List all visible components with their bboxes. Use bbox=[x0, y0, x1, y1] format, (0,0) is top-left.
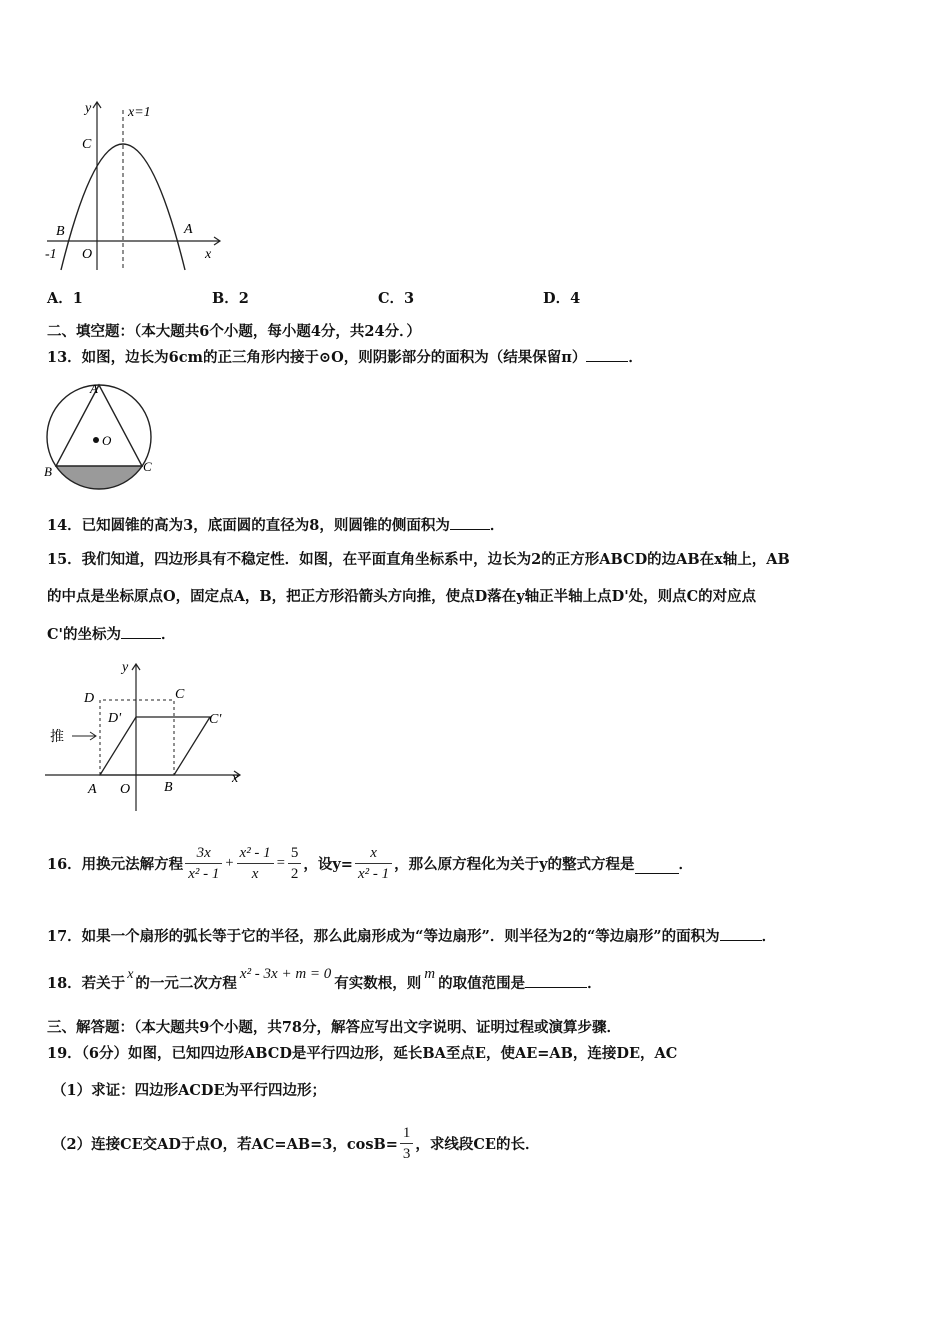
label-o: O bbox=[120, 782, 131, 797]
option-b: B．2 bbox=[212, 290, 249, 307]
q18-blank bbox=[525, 973, 587, 988]
label-d-prime: D' bbox=[108, 711, 122, 726]
question-19-part2 bbox=[52, 1123, 539, 1164]
label-c: C bbox=[82, 137, 92, 152]
q17-blank bbox=[720, 926, 762, 941]
label-o: O bbox=[102, 433, 112, 448]
q16-mid: ，设y= bbox=[303, 856, 353, 873]
label-y: y bbox=[85, 101, 92, 116]
label-push: 推 bbox=[50, 730, 64, 745]
parabola-figure bbox=[42, 98, 227, 273]
q13-text: 13．如图，边长为6cm的正三角形内接于⊙O，则阴影部分的面积为（结果保留π） bbox=[47, 349, 587, 366]
label-c: C bbox=[175, 687, 185, 702]
label-axis: x=1 bbox=[128, 105, 151, 120]
q16-end: ． bbox=[678, 856, 694, 873]
q15-end: ． bbox=[160, 626, 176, 643]
q18-end: ． bbox=[587, 975, 602, 992]
label-a: A bbox=[184, 222, 193, 237]
question-13 bbox=[47, 346, 643, 367]
q17-end: ． bbox=[761, 928, 777, 945]
question-19-part1: （1）求证：四边形ACDE为平行四边形； bbox=[52, 1082, 327, 1099]
q14-blank bbox=[450, 515, 490, 530]
q13-end: ． bbox=[628, 349, 643, 366]
fraction-3: $\frac{5}{2}$ bbox=[288, 843, 302, 884]
center-point bbox=[93, 437, 99, 443]
q16-suffix: ，那么原方程化为关于y的整式方程是 bbox=[394, 856, 635, 873]
section2-title: 二、填空题：（本大题共6个小题，每小题4分，共24分．） bbox=[47, 323, 421, 340]
label-d: D bbox=[84, 691, 95, 706]
circle-triangle-figure bbox=[42, 378, 162, 498]
q19-part2-prefix: （2）连接CE交AD于点O，若AC=AB=3，cosB= bbox=[52, 1136, 398, 1153]
label-x: x bbox=[205, 247, 212, 262]
option-c: C．3 bbox=[378, 290, 415, 307]
q18-mid2: 有实数根，则 bbox=[334, 975, 422, 992]
triangle-abc bbox=[56, 385, 142, 466]
fraction-4: $\frac{x}{\text{x² - 1}}$ bbox=[355, 843, 392, 884]
q18-mid1: 的一元二次方程 bbox=[135, 975, 237, 992]
q14-end: ． bbox=[489, 517, 505, 534]
label-b: B bbox=[44, 464, 52, 479]
q16-blank bbox=[635, 859, 679, 874]
question-16: 16．用换元法解方程 $\frac{3x}{\text{x² - 1}}$ + $\frac{\text{x² - 1}}{x}$ = $\frac{5}{2}$ ，设y= $\frac{x}{\text{x² - 1}}$ ，那么原方程化为关于y的整式方程是 ． bbox=[47, 845, 694, 882]
q15-text: C'的坐标为 bbox=[47, 626, 121, 643]
section3-title: 三、解答题：（本大题共9个小题，共78分，解答应写出文字说明、证明过程或演算步骤． bbox=[47, 1019, 622, 1036]
q19-part2-suffix: ，求线段CE的长． bbox=[415, 1136, 540, 1153]
option-a: A．1 bbox=[47, 290, 83, 307]
label-c: C bbox=[143, 459, 152, 474]
question-18 bbox=[47, 962, 602, 992]
q16-prefix: 16．用换元法解方程 bbox=[47, 856, 184, 873]
label-a: A bbox=[88, 782, 97, 797]
equation: x² - 3x + m = 0 bbox=[239, 966, 332, 982]
var-x: x bbox=[127, 967, 134, 982]
label-a: A bbox=[90, 381, 98, 396]
q18-prefix: 18．若关于 bbox=[47, 975, 126, 992]
label-o: O bbox=[82, 247, 93, 262]
label-b: B bbox=[56, 224, 65, 239]
fraction-1: $\frac{3x}{\text{x² - 1}}$ bbox=[185, 843, 222, 884]
q17-text: 17．如果一个扇形的弧长等于它的半径，那么此扇形成为“等边扇形”．则半径为2的“等边扇形”的面积为 bbox=[47, 928, 720, 945]
question-19: 19．（6分）如图，已知四边形ABCD是平行四边形，延长BA至点E，使AE=AB，连接DE，AC bbox=[47, 1045, 678, 1062]
question-17 bbox=[47, 925, 776, 946]
fraction-2: $\frac{\text{x² - 1}}{x}$ bbox=[237, 843, 274, 884]
q13-blank bbox=[586, 347, 628, 362]
label-y: y bbox=[122, 660, 129, 675]
q14-text: 14．已知圆锥的高为3，底面圆的直径为8，则圆锥的侧面积为 bbox=[47, 517, 450, 534]
question-15-line2: 的中点是坐标原点O，固定点A，B，把正方形沿箭头方向推，使点D落在y轴正半轴上点D'处，则点C的对应点 bbox=[47, 588, 757, 605]
option-d: D．4 bbox=[543, 290, 581, 307]
q15-blank bbox=[121, 624, 161, 639]
q18-suffix: 的取值范围是 bbox=[438, 975, 526, 992]
label-c-prime: C' bbox=[209, 712, 222, 727]
label-x: x bbox=[232, 771, 239, 786]
label-minus-one: -1 bbox=[45, 247, 57, 262]
label-b: B bbox=[164, 780, 173, 795]
cos-fraction: $\frac{1}{3}$ bbox=[400, 1123, 414, 1164]
var-m: m bbox=[424, 966, 436, 982]
question-15-line1: 15．我们知道，四边形具有不稳定性．如图，在平面直角坐标系中，边长为2的正方形ABCD的边AB在x轴上，AB bbox=[47, 551, 790, 568]
question-14 bbox=[47, 514, 504, 535]
question-15-line3 bbox=[47, 623, 175, 644]
square-push-figure bbox=[42, 656, 252, 816]
